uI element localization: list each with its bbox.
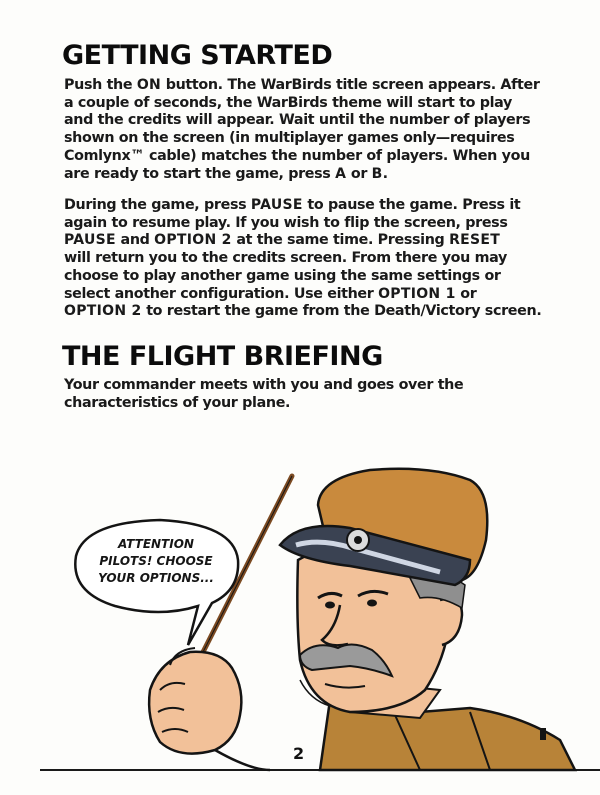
text-run: Comlynx™ cable) matches the number of players. When you	[64, 147, 530, 164]
key-name: A	[335, 165, 347, 182]
text-run: Your commander meets with you and goes over the	[64, 377, 464, 393]
text-run: a couple of seconds, the WarBirds theme will start to play	[64, 94, 512, 111]
text-line	[64, 232, 541, 250]
text-line	[64, 148, 540, 166]
text-run: are ready to start the game, press	[64, 165, 336, 182]
text-run: or	[455, 285, 477, 302]
text-line	[64, 95, 540, 113]
text-line	[64, 77, 540, 95]
text-line	[64, 197, 541, 215]
text-run: characteristics of your plane.	[64, 394, 291, 411]
text-run: select another configuration. Use either	[64, 285, 379, 302]
text-run: During the game, press	[64, 197, 251, 213]
key-name: PAUSE	[64, 232, 116, 249]
page-number: 2	[293, 744, 305, 763]
text-run: button. The WarBirds title screen appears. After	[161, 77, 540, 93]
text-run: choose to play another game using the same settings or	[64, 267, 501, 284]
key-name: OPTION 2	[64, 303, 142, 320]
text-run: again to resume play. If you wish to flip the screen, press	[64, 214, 508, 231]
text-line	[64, 166, 540, 184]
text-line	[64, 377, 463, 395]
paragraph	[64, 197, 541, 321]
key-name: OPTION 2	[154, 232, 232, 249]
text-run: to pause the game. Press it	[302, 197, 521, 213]
text-run: and the credits will appear. Wait until the number of players	[64, 112, 531, 129]
text-run: will return you to the credits screen. From there you may	[64, 250, 507, 267]
section-heading-getting-started: GETTING STARTED	[62, 40, 333, 71]
text-run: to restart the game from the Death/Victory screen.	[141, 303, 542, 320]
key-name: ON	[136, 77, 162, 93]
speech-bubble-line: YOUR OPTIONS...	[98, 571, 214, 585]
text-line	[64, 286, 541, 304]
text-line	[64, 130, 540, 148]
text-run: and	[115, 232, 155, 249]
key-name: OPTION 1	[378, 285, 456, 302]
text-line	[64, 395, 463, 413]
section-heading-flight-briefing: THE FLIGHT BRIEFING	[62, 341, 383, 372]
speech-bubble-line: ATTENTION	[118, 537, 194, 551]
paragraph	[64, 77, 540, 183]
speech-bubble-line: PILOTS! CHOOSE	[99, 554, 213, 568]
text-line	[64, 250, 541, 268]
key-name: PAUSE	[250, 197, 303, 213]
text-run: Push the	[64, 77, 137, 93]
text-run: or	[346, 165, 372, 182]
key-name: B	[371, 165, 383, 182]
text-line	[64, 303, 541, 321]
commander-illustration	[0, 440, 600, 795]
text-line	[64, 268, 541, 286]
text-run: at the same time. Pressing	[231, 232, 450, 249]
paragraph	[64, 377, 463, 412]
text-run: shown on the screen (in multiplayer games only—requires	[64, 130, 515, 147]
speech-bubble-text	[86, 536, 226, 587]
text-line	[64, 215, 541, 233]
key-name: RESET	[449, 232, 501, 249]
text-line	[64, 112, 540, 130]
text-run: .	[382, 165, 388, 182]
